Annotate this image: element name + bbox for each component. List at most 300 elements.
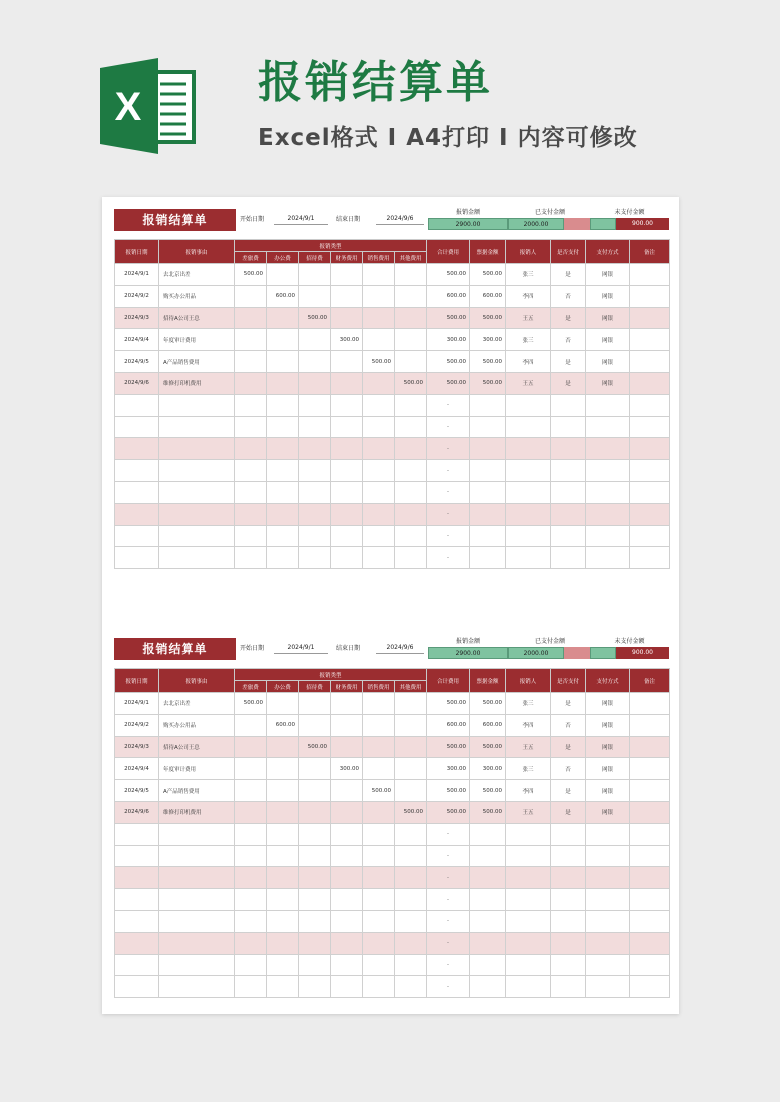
table-cell[interactable] — [299, 801, 331, 823]
table-cell[interactable] — [630, 823, 670, 845]
table-cell[interactable] — [506, 438, 551, 460]
table-cell[interactable]: 是 — [551, 351, 586, 373]
table-cell[interactable] — [299, 460, 331, 482]
table-cell[interactable] — [235, 394, 267, 416]
table-cell[interactable] — [630, 889, 670, 911]
table-cell[interactable] — [363, 416, 395, 438]
table-cell[interactable]: 网银 — [586, 714, 630, 736]
table-cell[interactable]: 是 — [551, 736, 586, 758]
table-cell[interactable] — [331, 351, 363, 373]
table-cell[interactable] — [630, 801, 670, 823]
table-cell[interactable] — [115, 823, 159, 845]
table-cell[interactable] — [586, 394, 630, 416]
table-cell[interactable]: 是 — [551, 307, 586, 329]
table-cell[interactable] — [331, 714, 363, 736]
table-cell[interactable] — [630, 372, 670, 394]
table-cell[interactable] — [299, 285, 331, 307]
table-cell[interactable] — [115, 954, 159, 976]
table-cell[interactable] — [551, 503, 586, 525]
table-cell[interactable] — [115, 460, 159, 482]
table-cell[interactable]: 李四 — [506, 714, 551, 736]
table-cell[interactable] — [299, 932, 331, 954]
table-cell[interactable] — [159, 976, 235, 998]
table-cell[interactable]: 网银 — [586, 307, 630, 329]
table-cell[interactable]: 500.00 — [395, 801, 427, 823]
table-cell[interactable] — [470, 481, 506, 503]
table-cell[interactable] — [630, 780, 670, 802]
table-cell[interactable]: 否 — [551, 285, 586, 307]
table-cell[interactable] — [551, 438, 586, 460]
table-cell[interactable] — [235, 758, 267, 780]
table-cell[interactable] — [630, 714, 670, 736]
table-cell[interactable] — [363, 693, 395, 715]
table-cell[interactable] — [115, 394, 159, 416]
end-date-field[interactable]: 2024/9/6 — [376, 643, 424, 654]
table-cell[interactable] — [586, 845, 630, 867]
table-cell[interactable] — [395, 889, 427, 911]
table-cell[interactable]: 否 — [551, 758, 586, 780]
table-cell[interactable] — [551, 932, 586, 954]
table-cell[interactable] — [586, 976, 630, 998]
table-cell[interactable]: 年度审计费用 — [159, 758, 235, 780]
table-cell[interactable] — [331, 547, 363, 569]
table-cell[interactable] — [630, 307, 670, 329]
table-cell[interactable] — [267, 823, 299, 845]
table-cell[interactable] — [395, 547, 427, 569]
table-cell[interactable] — [630, 845, 670, 867]
table-cell[interactable] — [551, 954, 586, 976]
table-cell[interactable] — [299, 910, 331, 932]
table-cell[interactable] — [235, 481, 267, 503]
table-cell[interactable] — [363, 329, 395, 351]
table-cell[interactable] — [395, 285, 427, 307]
table-cell[interactable] — [331, 693, 363, 715]
table-cell[interactable] — [267, 801, 299, 823]
table-cell[interactable]: 购买办公用品 — [159, 285, 235, 307]
table-cell[interactable] — [159, 867, 235, 889]
table-cell[interactable] — [395, 438, 427, 460]
table-cell[interactable] — [235, 780, 267, 802]
table-cell[interactable] — [267, 264, 299, 286]
table-cell[interactable] — [331, 910, 363, 932]
table-cell[interactable] — [331, 867, 363, 889]
table-cell[interactable] — [506, 481, 551, 503]
table-cell[interactable] — [235, 547, 267, 569]
table-cell[interactable]: 500.00 — [395, 372, 427, 394]
table-cell[interactable]: 300.00 — [331, 329, 363, 351]
table-cell[interactable]: 600.00 — [470, 285, 506, 307]
table-cell[interactable] — [235, 823, 267, 845]
table-cell[interactable] — [267, 525, 299, 547]
table-cell[interactable] — [551, 481, 586, 503]
table-cell[interactable] — [395, 693, 427, 715]
table-cell[interactable] — [630, 867, 670, 889]
table-cell[interactable] — [331, 525, 363, 547]
table-cell[interactable] — [299, 438, 331, 460]
table-cell[interactable]: 网银 — [586, 264, 630, 286]
table-cell[interactable] — [267, 889, 299, 911]
table-cell[interactable]: 500.00 — [427, 264, 470, 286]
table-cell[interactable]: 否 — [551, 714, 586, 736]
table-cell[interactable] — [115, 867, 159, 889]
table-cell[interactable] — [235, 307, 267, 329]
table-cell[interactable] — [470, 525, 506, 547]
table-cell[interactable] — [551, 823, 586, 845]
table-cell[interactable] — [586, 823, 630, 845]
table-cell[interactable]: 600.00 — [267, 714, 299, 736]
table-cell[interactable] — [235, 329, 267, 351]
table-cell[interactable] — [267, 976, 299, 998]
table-cell[interactable] — [506, 823, 551, 845]
table-cell[interactable]: 2024/9/2 — [115, 714, 159, 736]
table-cell[interactable] — [395, 758, 427, 780]
table-cell[interactable] — [267, 438, 299, 460]
table-cell[interactable] — [267, 736, 299, 758]
table-cell[interactable]: 600.00 — [267, 285, 299, 307]
table-cell[interactable] — [551, 547, 586, 569]
table-cell[interactable]: 500.00 — [470, 693, 506, 715]
table-cell[interactable]: - — [427, 416, 470, 438]
table-cell[interactable]: 王五 — [506, 372, 551, 394]
table-cell[interactable] — [115, 481, 159, 503]
table-cell[interactable]: - — [427, 845, 470, 867]
start-date-field[interactable]: 2024/9/1 — [274, 214, 328, 225]
table-cell[interactable] — [235, 438, 267, 460]
table-cell[interactable] — [551, 889, 586, 911]
table-cell[interactable]: - — [427, 394, 470, 416]
table-cell[interactable] — [331, 889, 363, 911]
table-cell[interactable] — [299, 780, 331, 802]
table-cell[interactable] — [299, 547, 331, 569]
table-cell[interactable] — [267, 758, 299, 780]
table-cell[interactable] — [331, 801, 363, 823]
table-cell[interactable] — [586, 503, 630, 525]
table-cell[interactable] — [506, 460, 551, 482]
table-cell[interactable] — [331, 394, 363, 416]
table-cell[interactable] — [159, 438, 235, 460]
table-cell[interactable] — [267, 867, 299, 889]
table-cell[interactable] — [299, 889, 331, 911]
table-cell[interactable] — [115, 503, 159, 525]
table-cell[interactable]: 500.00 — [427, 780, 470, 802]
table-cell[interactable] — [470, 394, 506, 416]
table-cell[interactable] — [395, 714, 427, 736]
table-cell[interactable]: - — [427, 932, 470, 954]
table-cell[interactable] — [115, 932, 159, 954]
table-cell[interactable]: 500.00 — [427, 801, 470, 823]
table-cell[interactable] — [235, 372, 267, 394]
table-cell[interactable] — [235, 976, 267, 998]
table-cell[interactable]: 2024/9/1 — [115, 264, 159, 286]
table-cell[interactable] — [299, 481, 331, 503]
table-cell[interactable]: 招待A公司王总 — [159, 307, 235, 329]
table-cell[interactable]: 500.00 — [427, 372, 470, 394]
table-cell[interactable] — [267, 932, 299, 954]
table-cell[interactable] — [363, 801, 395, 823]
table-cell[interactable] — [299, 394, 331, 416]
table-cell[interactable]: - — [427, 823, 470, 845]
table-cell[interactable]: 2024/9/5 — [115, 780, 159, 802]
table-cell[interactable] — [363, 307, 395, 329]
table-cell[interactable] — [363, 503, 395, 525]
table-cell[interactable] — [630, 264, 670, 286]
table-cell[interactable] — [470, 954, 506, 976]
table-cell[interactable] — [299, 693, 331, 715]
table-cell[interactable]: 600.00 — [427, 285, 470, 307]
table-cell[interactable] — [267, 547, 299, 569]
table-cell[interactable]: 2024/9/5 — [115, 351, 159, 373]
table-cell[interactable] — [470, 438, 506, 460]
table-cell[interactable] — [363, 525, 395, 547]
table-cell[interactable]: 500.00 — [427, 351, 470, 373]
table-cell[interactable] — [630, 910, 670, 932]
table-cell[interactable]: 是 — [551, 780, 586, 802]
table-cell[interactable] — [299, 758, 331, 780]
table-cell[interactable] — [470, 867, 506, 889]
table-cell[interactable] — [299, 976, 331, 998]
table-cell[interactable] — [115, 547, 159, 569]
table-cell[interactable] — [363, 285, 395, 307]
table-cell[interactable] — [395, 976, 427, 998]
table-cell[interactable]: 500.00 — [363, 351, 395, 373]
table-cell[interactable]: 网银 — [586, 329, 630, 351]
table-cell[interactable]: - — [427, 976, 470, 998]
table-cell[interactable] — [299, 954, 331, 976]
table-cell[interactable] — [331, 503, 363, 525]
table-cell[interactable] — [299, 503, 331, 525]
table-cell[interactable]: 去北京出差 — [159, 693, 235, 715]
table-cell[interactable] — [395, 525, 427, 547]
table-cell[interactable] — [235, 525, 267, 547]
table-cell[interactable]: 是 — [551, 264, 586, 286]
table-cell[interactable] — [363, 845, 395, 867]
table-cell[interactable] — [470, 503, 506, 525]
table-cell[interactable] — [331, 438, 363, 460]
table-cell[interactable]: 王五 — [506, 736, 551, 758]
table-cell[interactable] — [630, 438, 670, 460]
table-cell[interactable] — [299, 845, 331, 867]
table-cell[interactable] — [363, 264, 395, 286]
table-cell[interactable]: - — [427, 438, 470, 460]
table-cell[interactable] — [630, 736, 670, 758]
table-cell[interactable] — [267, 307, 299, 329]
table-cell[interactable]: 500.00 — [235, 693, 267, 715]
table-cell[interactable] — [331, 823, 363, 845]
table-cell[interactable] — [630, 460, 670, 482]
table-cell[interactable]: 2024/9/3 — [115, 307, 159, 329]
table-cell[interactable] — [331, 416, 363, 438]
table-cell[interactable] — [506, 910, 551, 932]
table-cell[interactable]: - — [427, 867, 470, 889]
table-cell[interactable]: 500.00 — [427, 693, 470, 715]
table-cell[interactable] — [630, 547, 670, 569]
table-cell[interactable] — [630, 932, 670, 954]
table-cell[interactable]: - — [427, 954, 470, 976]
table-cell[interactable]: - — [427, 481, 470, 503]
table-cell[interactable] — [235, 801, 267, 823]
table-cell[interactable] — [159, 889, 235, 911]
table-cell[interactable]: 500.00 — [299, 736, 331, 758]
table-cell[interactable]: 是 — [551, 801, 586, 823]
table-cell[interactable] — [551, 460, 586, 482]
table-cell[interactable] — [630, 976, 670, 998]
table-cell[interactable] — [267, 416, 299, 438]
table-cell[interactable] — [395, 736, 427, 758]
table-cell[interactable] — [551, 910, 586, 932]
table-cell[interactable]: 300.00 — [427, 758, 470, 780]
table-cell[interactable] — [630, 416, 670, 438]
table-cell[interactable] — [506, 503, 551, 525]
table-cell[interactable] — [395, 932, 427, 954]
table-cell[interactable] — [235, 460, 267, 482]
table-cell[interactable] — [363, 867, 395, 889]
table-cell[interactable] — [395, 329, 427, 351]
table-cell[interactable] — [363, 481, 395, 503]
table-cell[interactable]: 500.00 — [470, 372, 506, 394]
table-cell[interactable] — [470, 976, 506, 998]
table-cell[interactable] — [395, 351, 427, 373]
table-cell[interactable]: A产品销售费用 — [159, 351, 235, 373]
table-cell[interactable] — [331, 932, 363, 954]
table-cell[interactable] — [506, 547, 551, 569]
table-cell[interactable] — [551, 845, 586, 867]
table-cell[interactable]: 是 — [551, 693, 586, 715]
table-cell[interactable] — [331, 954, 363, 976]
table-cell[interactable] — [235, 285, 267, 307]
table-cell[interactable]: 年度审计费用 — [159, 329, 235, 351]
table-cell[interactable]: 李四 — [506, 780, 551, 802]
table-cell[interactable] — [267, 481, 299, 503]
table-cell[interactable]: 张三 — [506, 264, 551, 286]
table-cell[interactable] — [363, 932, 395, 954]
table-cell[interactable]: 李四 — [506, 351, 551, 373]
table-cell[interactable]: 2024/9/3 — [115, 736, 159, 758]
table-cell[interactable] — [470, 823, 506, 845]
table-cell[interactable] — [363, 889, 395, 911]
table-cell[interactable] — [395, 307, 427, 329]
table-cell[interactable]: 网银 — [586, 780, 630, 802]
table-cell[interactable] — [395, 416, 427, 438]
table-cell[interactable] — [363, 910, 395, 932]
table-cell[interactable] — [331, 372, 363, 394]
table-cell[interactable] — [267, 780, 299, 802]
table-cell[interactable]: 500.00 — [470, 264, 506, 286]
table-cell[interactable] — [235, 714, 267, 736]
table-cell[interactable] — [470, 910, 506, 932]
table-cell[interactable]: - — [427, 889, 470, 911]
table-cell[interactable] — [267, 503, 299, 525]
table-cell[interactable] — [630, 285, 670, 307]
table-cell[interactable]: - — [427, 547, 470, 569]
table-cell[interactable] — [363, 438, 395, 460]
table-cell[interactable]: 300.00 — [427, 329, 470, 351]
table-cell[interactable] — [551, 416, 586, 438]
table-cell[interactable] — [235, 503, 267, 525]
table-cell[interactable] — [363, 954, 395, 976]
table-cell[interactable] — [235, 954, 267, 976]
table-cell[interactable] — [115, 910, 159, 932]
table-cell[interactable]: 300.00 — [470, 329, 506, 351]
table-cell[interactable] — [267, 394, 299, 416]
table-cell[interactable]: 招待A公司王总 — [159, 736, 235, 758]
table-cell[interactable]: A产品销售费用 — [159, 780, 235, 802]
table-cell[interactable]: 网银 — [586, 372, 630, 394]
table-cell[interactable] — [586, 889, 630, 911]
table-cell[interactable] — [506, 932, 551, 954]
table-cell[interactable] — [267, 910, 299, 932]
table-cell[interactable] — [299, 416, 331, 438]
table-cell[interactable] — [159, 460, 235, 482]
table-cell[interactable] — [267, 351, 299, 373]
table-cell[interactable] — [395, 823, 427, 845]
table-cell[interactable]: 2024/9/1 — [115, 693, 159, 715]
table-cell[interactable] — [586, 416, 630, 438]
table-cell[interactable] — [159, 503, 235, 525]
table-cell[interactable] — [630, 351, 670, 373]
table-cell[interactable] — [235, 351, 267, 373]
table-cell[interactable] — [331, 264, 363, 286]
table-cell[interactable] — [470, 932, 506, 954]
table-cell[interactable]: 500.00 — [299, 307, 331, 329]
table-cell[interactable]: 500.00 — [470, 307, 506, 329]
table-cell[interactable]: 500.00 — [470, 351, 506, 373]
table-cell[interactable]: 500.00 — [363, 780, 395, 802]
table-cell[interactable] — [395, 910, 427, 932]
table-cell[interactable] — [586, 867, 630, 889]
table-cell[interactable] — [630, 693, 670, 715]
table-cell[interactable] — [586, 547, 630, 569]
table-cell[interactable]: 500.00 — [470, 736, 506, 758]
table-cell[interactable]: 2024/9/6 — [115, 801, 159, 823]
table-cell[interactable] — [235, 889, 267, 911]
table-cell[interactable]: 网银 — [586, 736, 630, 758]
table-cell[interactable]: 500.00 — [427, 736, 470, 758]
table-cell[interactable] — [395, 460, 427, 482]
table-cell[interactable] — [299, 372, 331, 394]
table-cell[interactable] — [159, 481, 235, 503]
table-cell[interactable] — [159, 845, 235, 867]
table-cell[interactable]: 网银 — [586, 758, 630, 780]
table-cell[interactable] — [630, 503, 670, 525]
table-cell[interactable] — [470, 547, 506, 569]
table-cell[interactable] — [267, 845, 299, 867]
table-cell[interactable] — [395, 867, 427, 889]
table-cell[interactable] — [630, 525, 670, 547]
table-cell[interactable] — [299, 351, 331, 373]
table-cell[interactable]: 张三 — [506, 693, 551, 715]
table-cell[interactable]: 网银 — [586, 801, 630, 823]
table-cell[interactable] — [331, 736, 363, 758]
table-cell[interactable] — [299, 264, 331, 286]
table-cell[interactable]: 维修打印机费用 — [159, 372, 235, 394]
table-cell[interactable] — [267, 372, 299, 394]
table-cell[interactable]: - — [427, 910, 470, 932]
start-date-field[interactable]: 2024/9/1 — [274, 643, 328, 654]
table-cell[interactable] — [470, 845, 506, 867]
table-cell[interactable] — [331, 845, 363, 867]
table-cell[interactable] — [395, 954, 427, 976]
table-cell[interactable] — [115, 976, 159, 998]
table-cell[interactable] — [331, 481, 363, 503]
table-cell[interactable]: 2024/9/4 — [115, 758, 159, 780]
table-cell[interactable] — [331, 285, 363, 307]
table-cell[interactable]: 600.00 — [427, 714, 470, 736]
table-cell[interactable]: 购买办公用品 — [159, 714, 235, 736]
table-cell[interactable] — [115, 889, 159, 911]
table-cell[interactable]: 300.00 — [331, 758, 363, 780]
table-cell[interactable] — [395, 780, 427, 802]
table-cell[interactable] — [470, 460, 506, 482]
